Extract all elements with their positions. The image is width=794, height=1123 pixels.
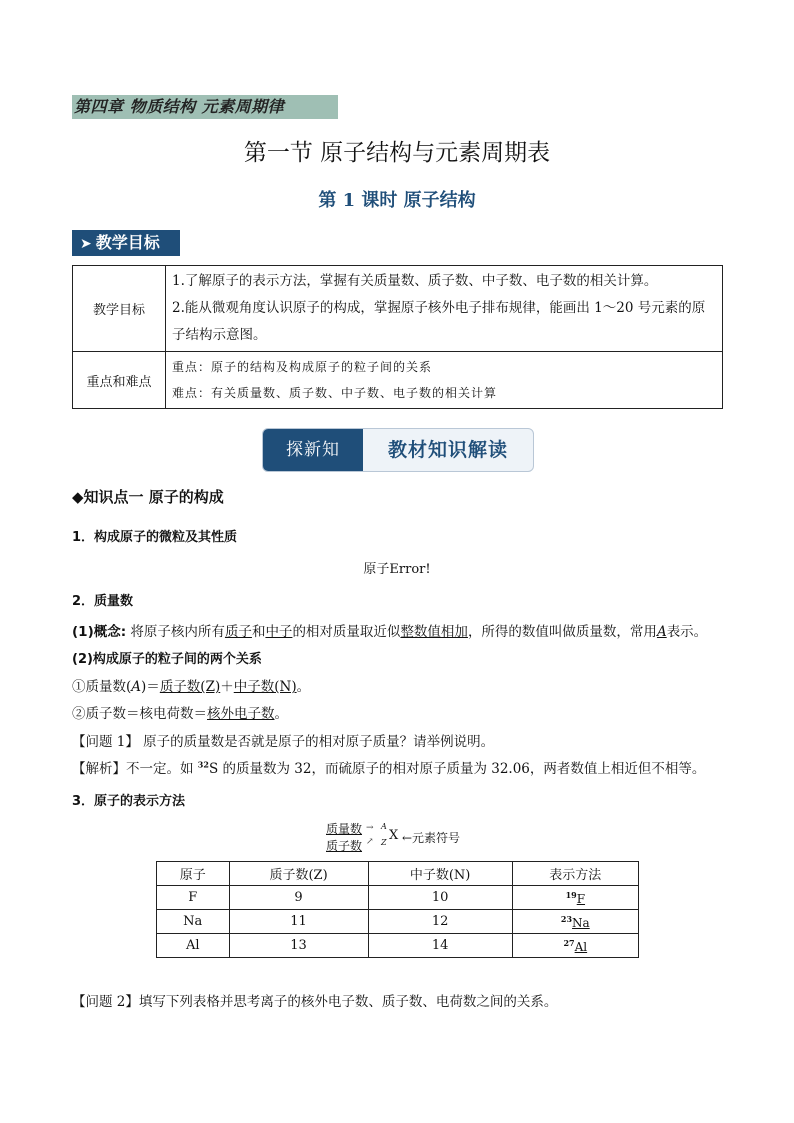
text-span: 的相对质量取近似 [292, 624, 401, 640]
proton-number-term: 质子数(Z) [159, 679, 221, 695]
table-header-row [157, 862, 639, 886]
notation-cell [512, 934, 638, 958]
text-span: ，所得的数值叫做质量数，常用 [467, 624, 657, 640]
proton-symbol: Z [381, 838, 387, 847]
arrow-right-icon: ↗ [366, 837, 374, 847]
table-row [157, 886, 639, 910]
banner-right: 教材知识解读 [387, 439, 508, 461]
difficulty-row-label: 重点和难点 [73, 352, 166, 409]
difficulty-row-content [166, 352, 723, 409]
integer-sum-term: 整数值相加 [400, 624, 468, 640]
element-symbol: X [389, 828, 399, 843]
text-span: )＝ [141, 679, 160, 695]
arrow-right-icon: ➤ [80, 236, 92, 252]
goals-table [72, 265, 723, 409]
banner-left: 探新知 [263, 429, 363, 471]
table-row [73, 266, 723, 352]
neutron-cell: 14 [368, 934, 512, 958]
definition-label: (1)概念: [72, 624, 127, 640]
mass-superscript: 19 [565, 889, 577, 900]
atom-composition-formula: 原子Error! [363, 562, 431, 577]
proton-term: 质子 [224, 624, 252, 640]
question-text: 原子的质量数是否就是原子的相对原子质量？请举例说明。 [138, 734, 495, 750]
section-title: 第一节 原子结构与元素周期表 [243, 140, 551, 166]
question-1 [72, 730, 494, 750]
atom-cell: F [157, 886, 230, 910]
text-span: 。 [296, 679, 311, 695]
relation-1 [72, 675, 310, 695]
symbol-a: A [656, 624, 667, 640]
difficulty-line: 难点：有关质量数、质子数、中子数、电子数的相关计算 [172, 386, 498, 400]
mass-symbol: A [381, 822, 387, 831]
table-row [73, 352, 723, 409]
table-row [157, 910, 639, 934]
text-span: 和 [251, 624, 266, 640]
relation-2 [72, 702, 288, 722]
question-2 [72, 990, 557, 1010]
goal-line: 子结构示意图。 [172, 327, 267, 343]
subsection-3-title: 3．原子的表示方法 [72, 794, 186, 809]
teaching-goals-text: 教学目标 [95, 233, 160, 252]
key-point-line: 重点：原子的结构及构成原子的粒子间的关系 [172, 360, 433, 374]
particle-relations-title: (2)构成原子的粒子间的两个关系 [72, 652, 262, 667]
proton-cell: 11 [229, 910, 368, 934]
subsection-1-title: 1．构成原子的微粒及其性质 [72, 530, 238, 545]
element-symbol-label: ←元素符号 [402, 831, 461, 845]
arrow-right-icon: → [366, 823, 374, 833]
column-header: 原子 [157, 862, 230, 886]
chapter-heading: 第四章 物质结构 元素周期律 [72, 95, 338, 119]
text-span: ②质子数＝核电荷数＝ [72, 706, 207, 722]
text-span: 将原子核内所有 [126, 624, 225, 640]
neutron-cell: 12 [368, 910, 512, 934]
question-tag: 【问题 2】 [72, 994, 139, 1010]
nuclide-notation-diagram [326, 820, 486, 856]
subsection-2-title: 2．质量数 [72, 594, 134, 609]
mass-number-label: 质量数 [326, 822, 363, 836]
mass-superscript: 23 [560, 913, 573, 924]
lesson-title: 第 1 课时 原子结构 [318, 190, 476, 211]
neutron-term: 中子 [265, 624, 293, 640]
element-symbol: Na [572, 915, 590, 930]
proton-number-label: 质子数 [326, 839, 363, 853]
column-header: 中子数(N) [368, 862, 512, 886]
mass-superscript: 27 [563, 937, 575, 948]
knowledge-point-title: ◆知识点一 原子的构成 [72, 488, 224, 506]
neutron-cell: 10 [368, 886, 512, 910]
goals-row-label: 教学目标 [73, 266, 166, 352]
text-span: 表示。 [666, 624, 708, 640]
mass-number-definition [72, 620, 707, 640]
goal-line: 2.能从微观角度认识原子的构成，掌握原子核外电子排布规律，能画出 1～20 号元素的原 [172, 300, 706, 316]
column-header: 表示方法 [512, 862, 638, 886]
goals-row-content [166, 266, 723, 352]
goal-line: 1.了解原子的表示方法，掌握有关质量数、质子数、中子数、电子数的相关计算。 [172, 273, 658, 289]
text-span: ①质量数( [72, 679, 132, 695]
text-span: ＋ [220, 679, 234, 695]
column-header: 质子数(Z) [229, 862, 368, 886]
notation-cell [512, 886, 638, 910]
notation-cell [512, 910, 638, 934]
atom-cell: Na [157, 910, 230, 934]
teaching-goals-label [72, 230, 180, 256]
proton-cell: 13 [229, 934, 368, 958]
atom-notation-table [156, 861, 639, 958]
answer-tag: 【解析】 [72, 761, 126, 777]
mass-superscript: 32 [197, 759, 209, 770]
element-symbol: Al [574, 939, 588, 954]
text-span: 。 [274, 706, 288, 722]
answer-1 [72, 757, 705, 777]
proton-cell: 9 [229, 886, 368, 910]
symbol-a: A [131, 679, 142, 695]
table-row [157, 934, 639, 958]
question-text: 填写下列表格并思考离子的核外电子数、质子数、电荷数之间的关系。 [138, 994, 558, 1010]
answer-text: S 的质量数为 32，而硫原子的相对原子质量为 32.06，两者数值上相近但不相等。 [208, 761, 706, 777]
atom-cell: Al [157, 934, 230, 958]
section-banner [262, 428, 534, 472]
element-symbol: F [576, 891, 586, 906]
neutron-number-term: 中子数(N) [233, 679, 297, 695]
question-tag: 【问题 1】 [72, 734, 139, 750]
electron-number-term: 核外电子数 [207, 706, 275, 722]
answer-text: 不一定。如 [126, 761, 198, 777]
